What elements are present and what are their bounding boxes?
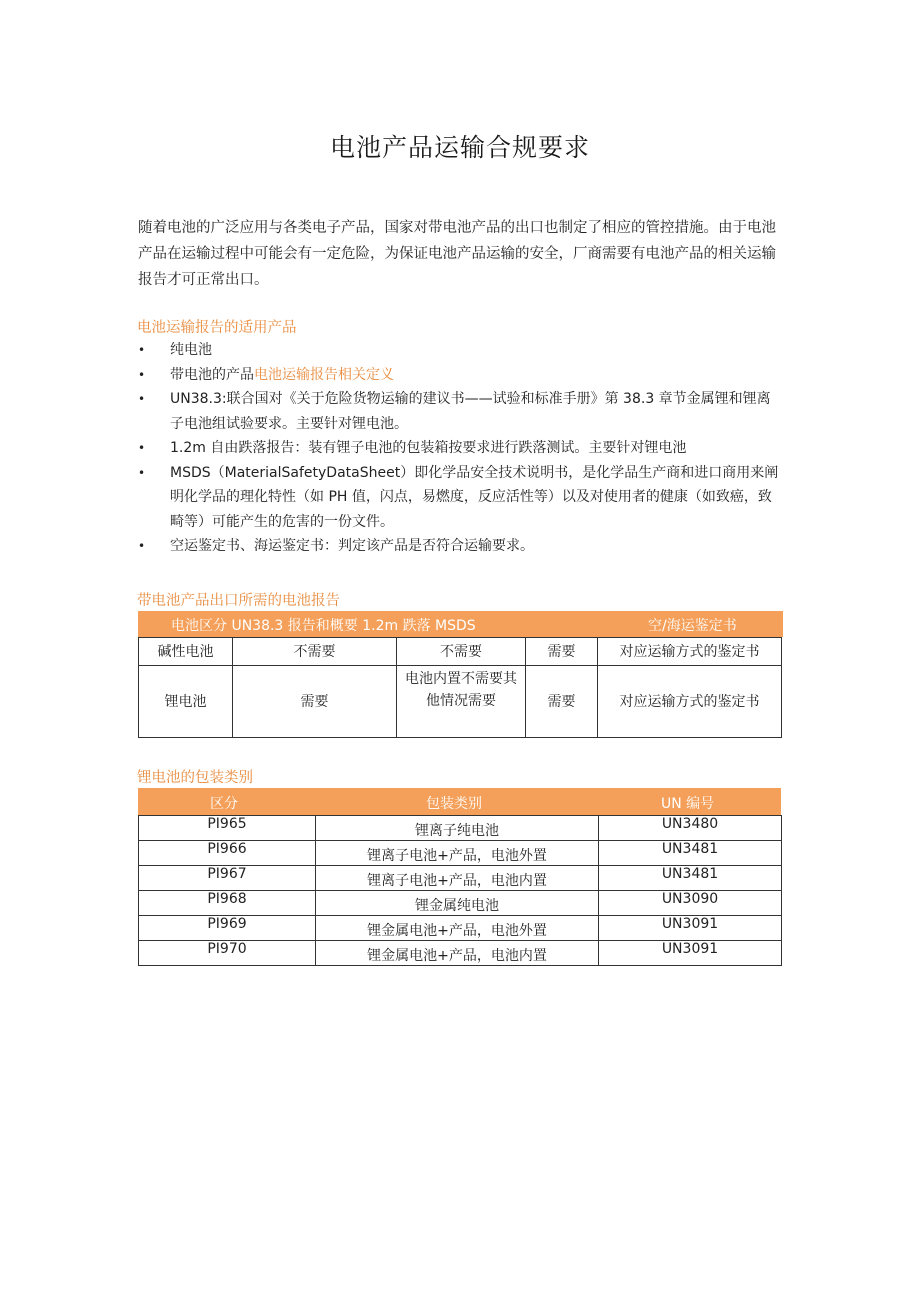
list-item: • 带电池的产品电池运输报告相关定义 xyxy=(138,363,783,388)
list-item: • 纯电池 xyxy=(138,338,783,363)
definition-link[interactable]: 电池运输报告相关定义 xyxy=(254,366,394,383)
required-reports-header-bar xyxy=(138,611,783,637)
packaging-table xyxy=(138,815,782,966)
table-row: 锂电池 需要 电池内置不需要其他情况需要 需要 对应运输方式的鉴定书 xyxy=(139,665,782,737)
packaging-header-bar xyxy=(138,788,781,815)
applicable-products-list xyxy=(138,338,783,559)
header-un-number: UN 编号 xyxy=(661,796,715,812)
list-item: • UN38.3:联合国对《关于危险货物运输的建议书——试验和标准手册》第 38.3 章节金属锂和锂离子电池组试验要求。主要针对锂电池。 xyxy=(138,387,783,436)
table-row: PI967 锂离子电池+产品，电池内置 UN3481 xyxy=(139,866,782,891)
header-left-label: 电池区分 UN38.3 报告和概要 1.2m 跌落 MSDS xyxy=(171,618,476,634)
table-row: 碱性电池 不需要 不需要 需要 对应运输方式的鉴定书 xyxy=(139,637,782,665)
list-item: • 空运鉴定书、海运鉴定书：判定该产品是否符合运输要求。 xyxy=(138,534,783,559)
table-row: PI970 锂金属电池+产品，电池内置 UN3091 xyxy=(139,941,782,966)
intro-paragraph: 随着电池的广泛应用与各类电子产品，国家对带电池产品的出口也制定了相应的管控措施。由于电池产品在运输过程中可能会有一定危险，为保证电池产品运输的安全，厂商需要有电池产品的相关运输报告才可正常出口。 xyxy=(138,220,776,288)
header-right-label: 空/海运鉴定书 xyxy=(648,618,737,634)
header-category: 区分 xyxy=(210,796,238,812)
table-row: PI965 锂离子纯电池 UN3480 xyxy=(139,816,782,841)
table-row: PI969 锂金属电池+产品，电池外置 UN3091 xyxy=(139,916,782,941)
section-heading-applicable-products: 电池运输报告的适用产品 xyxy=(137,320,297,336)
header-package-class: 包装类别 xyxy=(426,796,482,812)
section-heading-required-reports: 带电池产品出口所需的电池报告 xyxy=(137,593,340,609)
list-item: • MSDS（MaterialSafetyDataSheet）即化学品安全技术说明书，是化学品生产商和进口商用来阐明化学品的理化特性（如 PH 值，闪点，易燃度，反应活性等）以及对使用者的健康（如致癌，致畸等）可能产生的危害的一份文件。 xyxy=(138,461,783,535)
table-row: PI968 锂金属纯电池 UN3090 xyxy=(139,891,782,916)
section-heading-packaging: 锂电池的包装类别 xyxy=(137,770,253,786)
table-row: PI966 锂离子电池+产品，电池外置 UN3481 xyxy=(139,841,782,866)
page-title: 电池产品运输合规要求 xyxy=(329,133,590,162)
list-item: • 1.2m 自由跌落报告：装有锂子电池的包装箱按要求进行跌落测试。主要针对锂电池 xyxy=(138,436,783,461)
